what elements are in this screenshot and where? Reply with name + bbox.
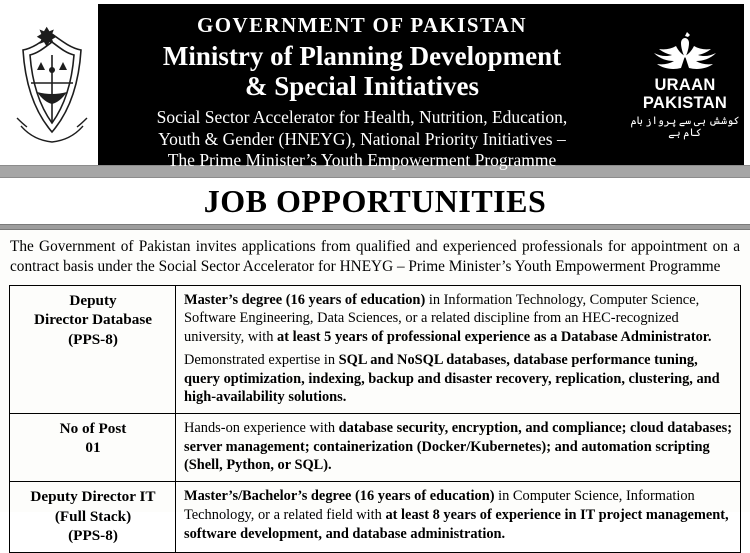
- document-header: [0, 0, 750, 171]
- post-title-line: 01: [85, 439, 101, 457]
- programme-line-3: The Prime Minister’s Youth Empowerment Programme: [167, 150, 557, 171]
- body-text: Demonstrated expertise in: [184, 351, 339, 368]
- emphasis-text: at least 5 years of professional experience as a Database Administrator.: [277, 329, 712, 346]
- uraan-title-line-2: PAKISTAN: [642, 93, 728, 112]
- eagle-icon: [648, 30, 722, 75]
- post-title-cell-1: [10, 414, 176, 482]
- programme-line-1: Social Sector Accelerator for Health, Nutrition, Education,: [156, 107, 568, 128]
- uraan-pakistan-logo: [626, 4, 744, 165]
- body-text: Hands-on experience with: [184, 420, 339, 436]
- job-listing-table: [9, 285, 741, 553]
- emphasis-text: Master’s degree (16 years of education): [184, 291, 426, 308]
- post-title-line: (PPS-8): [68, 330, 118, 348]
- header-text-block: [98, 4, 626, 171]
- requirement-paragraph: [184, 487, 733, 543]
- emphasis-text: SQL and NoSQL databases, database performance tuning, query optimization, indexing, backup and disaster recovery, replication, clustering, and high-availability solutions.: [184, 351, 720, 406]
- emphasis-text: at least 8 years of experience in IT project management, software development, and database administration.: [184, 506, 729, 542]
- uraan-title-line-1: URAAN: [654, 76, 716, 95]
- government-line: GOVERNMENT OF PAKISTAN: [197, 13, 527, 37]
- table-row: [10, 414, 741, 482]
- table-row: [10, 285, 741, 413]
- requirement-paragraph: [184, 419, 733, 475]
- post-requirements-cell-0: [176, 285, 741, 413]
- post-title-line: (Full Stack): [54, 507, 132, 525]
- emphasis-text: database security, encryption, and compliance; cloud databases; server management; containerization (Docker/Kubernetes); and automation scripting (Shell, Python, or SQL).: [184, 420, 733, 474]
- requirement-paragraph: [184, 291, 733, 347]
- table-row: [10, 482, 741, 552]
- post-title-cell-2: [10, 482, 176, 552]
- post-title-cell-0: [10, 285, 176, 413]
- emphasis-text: Master’s/Bachelor’s degree (16 years of education): [184, 488, 495, 505]
- state-emblem-icon: [6, 4, 98, 165]
- requirement-paragraph: [184, 351, 733, 407]
- post-title-line: Director Database: [34, 311, 152, 329]
- ministry-line-2: & Special Initiatives: [245, 71, 479, 102]
- post-requirements-cell-2: [176, 482, 741, 552]
- post-requirements-cell-1: [176, 414, 741, 482]
- uraan-urdu-tagline: کوشش ہی سے پرواز بام کام ہے: [630, 115, 740, 139]
- post-title-line: Deputy: [69, 291, 117, 309]
- body-text: in Information Technology, Computer Science, Software Engineering, Data Sciences, or a related discipline from an HEC-recognized university, with: [184, 291, 700, 346]
- post-title-line: Deputy Director IT: [30, 488, 156, 506]
- post-title-line: (PPS-8): [68, 527, 118, 545]
- body-text: in Computer Science, Information Technology, or a related field with: [184, 488, 695, 523]
- ministry-line-1: Ministry of Planning Development: [162, 41, 562, 71]
- page-title: JOB OPPORTUNITIES: [0, 178, 750, 224]
- post-title-line: No of Post: [59, 420, 127, 437]
- programme-line-2: Youth & Gender (HNEYG), National Priority Initiatives –: [158, 128, 566, 149]
- intro-paragraph: The Government of Pakistan invites applications from qualified and experienced professionals for appointment on a contract basis under the Social Sector Accelerator for HNEYG – Prime Minister’s Youth Empowerment Programme: [10, 238, 740, 276]
